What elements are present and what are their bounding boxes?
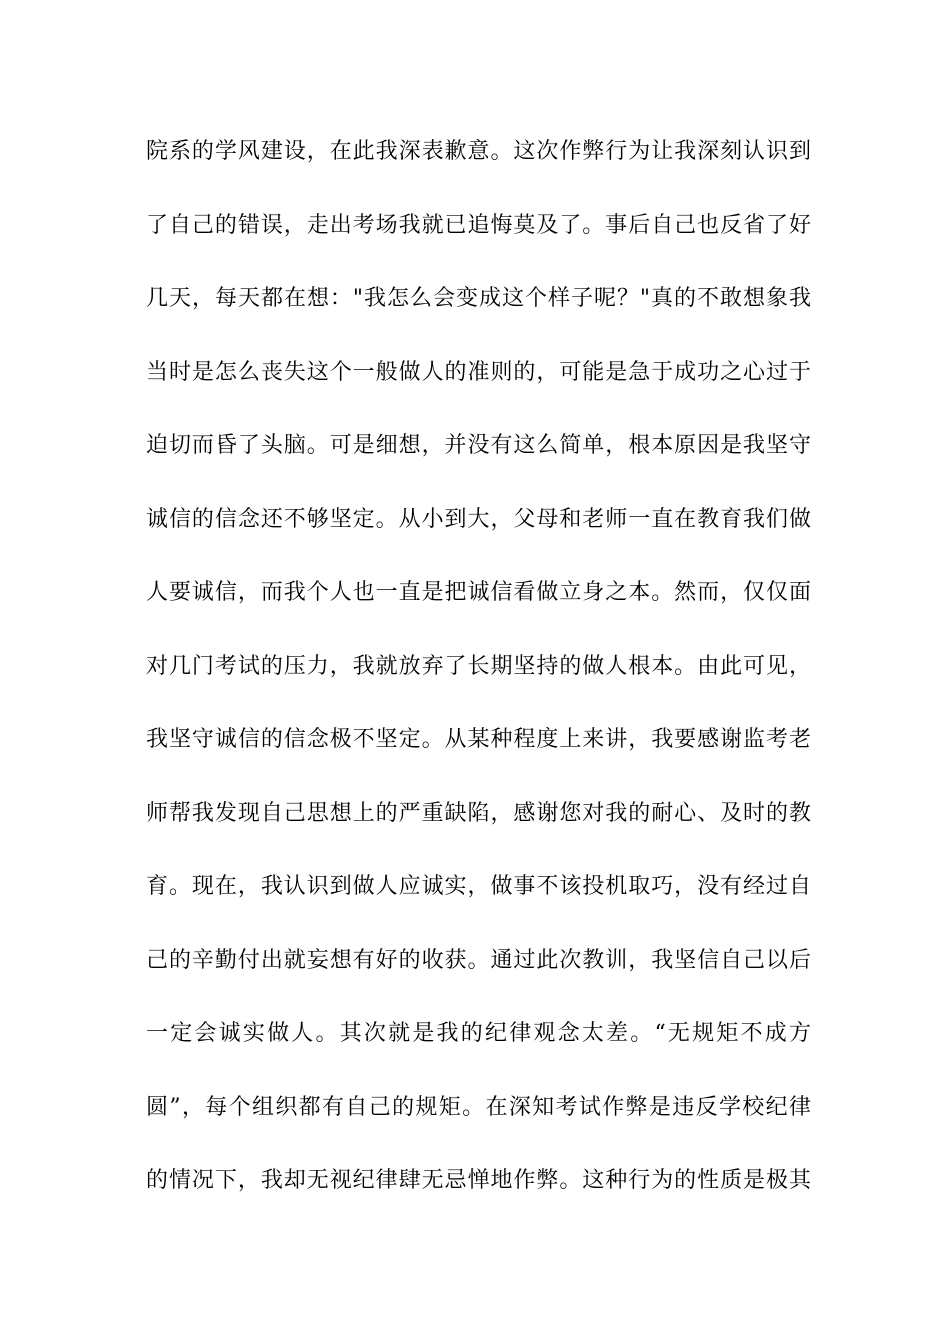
text-line: 育。现在，我认识到做人应诚实，做事不该投机取巧，没有经过自: [146, 874, 811, 899]
text-line: 我坚守诚信的信念极不坚定。从某种程度上来讲，我要感谢监考老: [146, 727, 811, 752]
text-line: 诚信的信念还不够坚定。从小到大，父母和老师一直在教育我们做: [146, 506, 811, 532]
text-line: 己的辛勤付出就妄想有好的收获。通过此次教训，我坚信自己以后: [146, 947, 811, 973]
text-line: 师帮我发现自己思想上的严重缺陷，感谢您对我的耐心、及时的教: [146, 800, 811, 826]
text-line: 人要诚信，而我个人也一直是把诚信看做立身之本。然而，仅仅面: [146, 580, 811, 605]
text-line: 当时是怎么丧失这个一般做人的准则的，可能是急于成功之心过于: [146, 359, 811, 385]
text-line: 圆”，每个组织都有自己的规矩。在深知考试作弊是违反学校纪律: [146, 1094, 811, 1120]
text-line: 的情况下，我却无视纪律肆无忌惮地作弊。这种行为的性质是极其: [146, 1168, 811, 1193]
text-line: 迫切而昏了头脑。可是细想，并没有这么简单，根本原因是我坚守: [146, 433, 811, 458]
text-line: 院系的学风建设，在此我深表歉意。这次作弊行为让我深刻认识到: [146, 139, 811, 164]
text-line: 几天，每天都在想："我怎么会变成这个样子呢？"真的不敢想象我: [146, 286, 811, 311]
text-line: 一定会诚实做人。其次就是我的纪律观念太差。“无规矩不成方: [146, 1021, 811, 1046]
body-text: [146, 130, 811, 1233]
text-line: 对几门考试的压力，我就放弃了长期坚持的做人根本。由此可见，: [146, 653, 811, 679]
text-line: 了自己的错误，走出考场我就已追悔莫及了。事后自己也反省了好: [146, 212, 811, 238]
